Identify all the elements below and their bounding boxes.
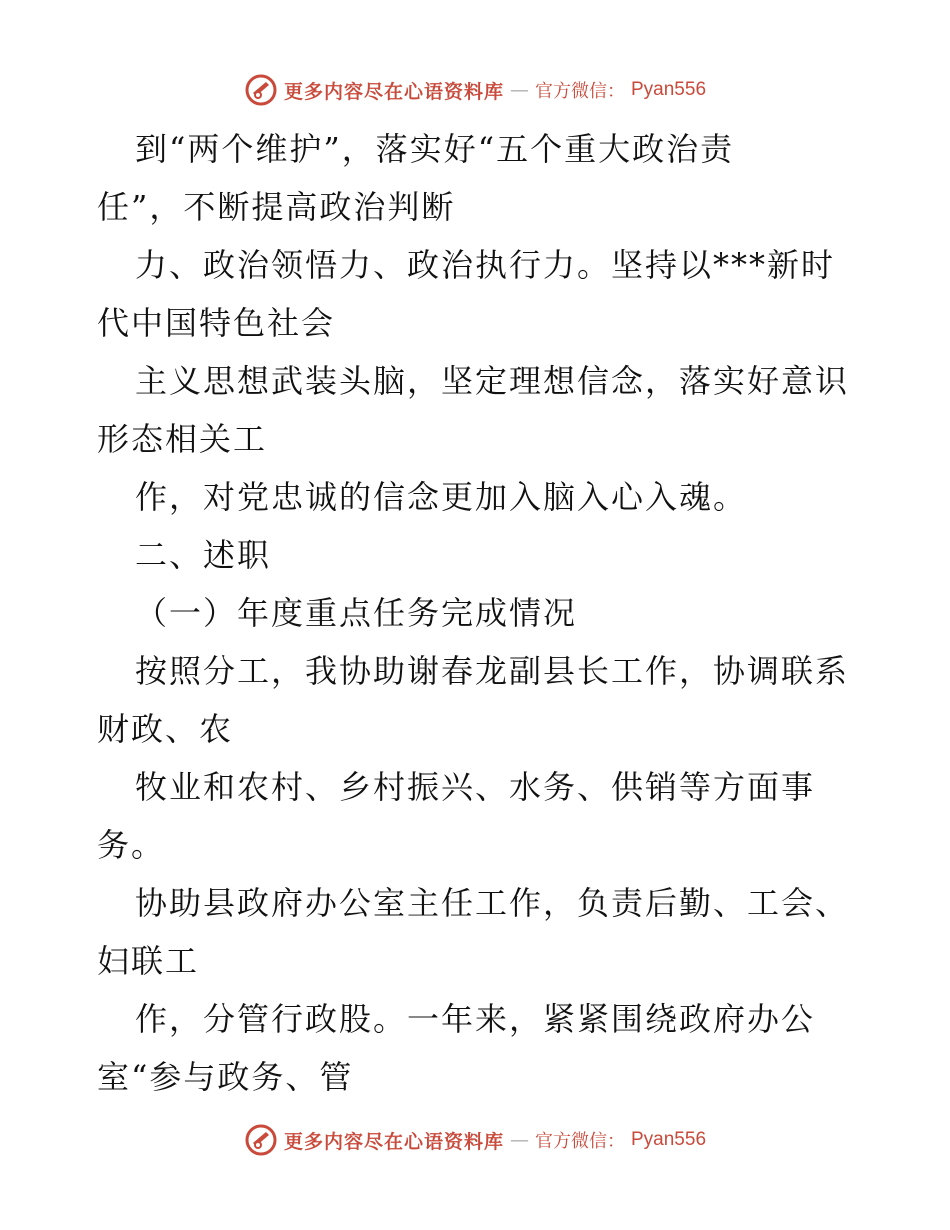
brand-text: 更多内容尽在心语资料库 [283,1130,504,1153]
text-line: 协助县政府办公室主任工作，负责后勤、工会、 [135,884,850,922]
brand-logo-icon [244,1123,278,1157]
account-id: Pyan556 [631,1129,707,1150]
subsection-heading: （一）年度重点任务完成情况 [135,594,578,632]
text-line: 作，对党忠诚的信念更加入脑入心入魂。 [135,478,748,516]
footer-banner [0,1120,950,1160]
account-label: 官方微信： [535,81,625,102]
text-line: 到“两个维护”，落实好“五个重大政治责 [135,130,735,168]
text-line: 务。 [97,826,166,864]
text-line: 形态相关工 [97,420,268,458]
section-heading: 二、述职 [135,536,272,574]
header-banner [0,70,950,110]
account-label: 官方微信： [535,1131,625,1152]
text-line: 力、政治领悟力、政治执行力。坚持以***新时 [135,246,836,284]
text-line: 代中国特色社会 [97,304,336,342]
text-line: 按照分工，我协助谢春龙副县长工作，协调联系 [135,652,850,690]
text-line: 牧业和农村、乡村振兴、水务、供销等方面事 [135,768,816,806]
text-line: 财政、农 [97,710,234,748]
document-body [97,120,897,1106]
banner-dash: — [510,1129,529,1151]
brand-text: 更多内容尽在心语资料库 [283,80,504,103]
text-line: 室“参与政务、管 [97,1058,354,1096]
text-line: 任”，不断提高政治判断 [97,188,456,226]
text-line: 作，分管行政股。一年来，紧紧围绕政府办公 [135,1000,816,1038]
text-line: 主义思想武装头脑，坚定理想信念，落实好意识 [135,362,850,400]
banner-dash: — [510,79,529,101]
text-line: 妇联工 [97,942,200,980]
brand-logo-icon [244,73,278,107]
account-id: Pyan556 [631,79,707,100]
